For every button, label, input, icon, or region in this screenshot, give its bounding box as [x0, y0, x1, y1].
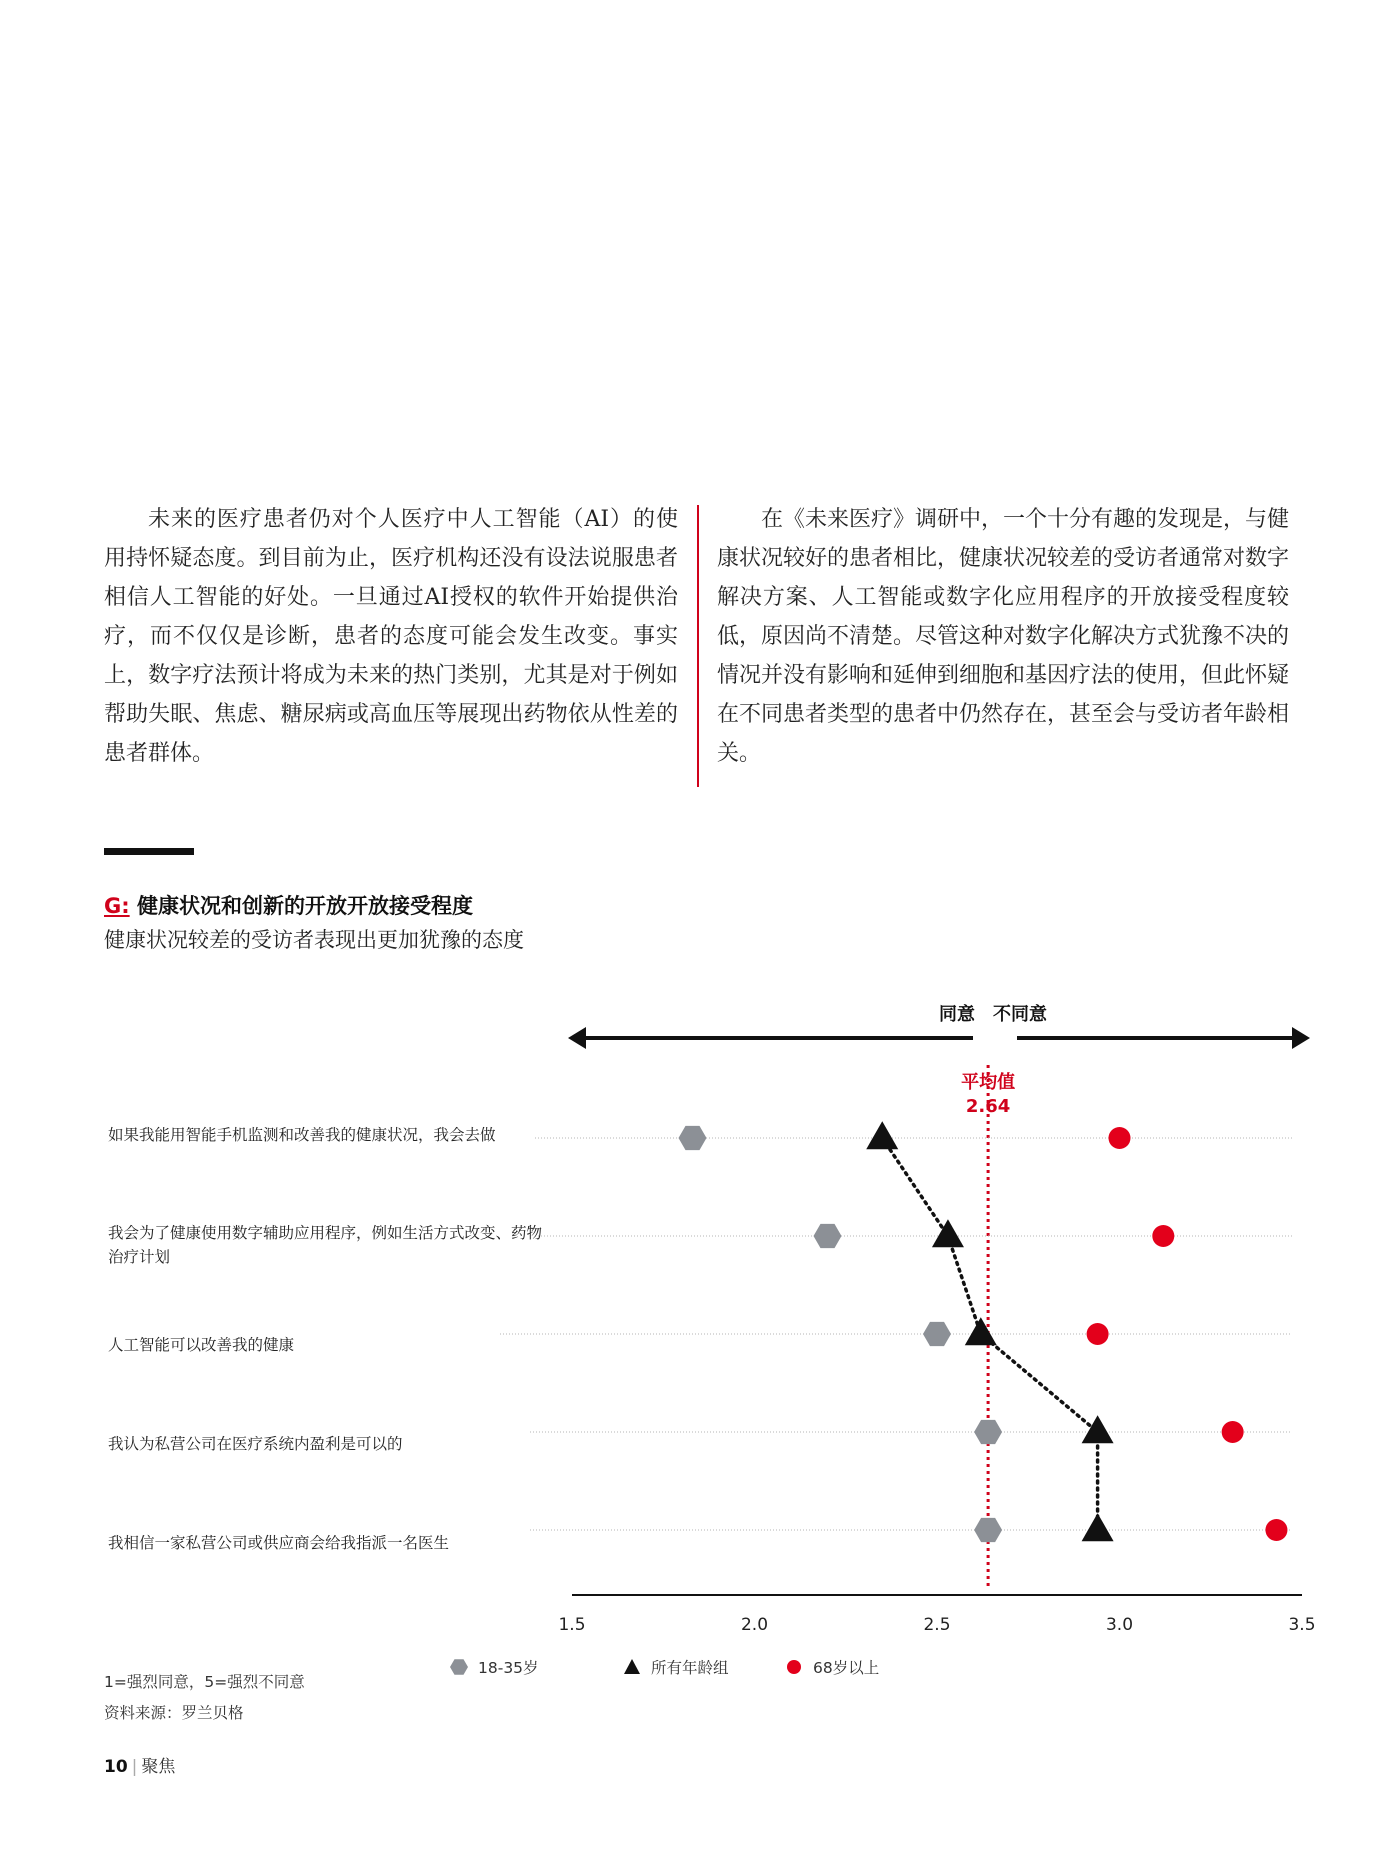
- point-18-35: [679, 1126, 707, 1150]
- point-all-ages: [866, 1121, 898, 1149]
- point-68-plus: [1109, 1127, 1131, 1149]
- article-right-column: [717, 500, 1289, 773]
- point-68-plus: [1152, 1225, 1174, 1247]
- x-tick-label: 1.5: [558, 1615, 586, 1635]
- circle-icon: [785, 1658, 803, 1676]
- row-label-2: 我会为了健康使用数字辅助应用程序，例如生活方式改变、药物治疗计划: [108, 1224, 543, 1266]
- mean-value: 2.64: [965, 1096, 1011, 1117]
- x-tick-label: 3.0: [1105, 1615, 1134, 1635]
- heading-rule: [104, 848, 194, 855]
- figure-letter: G:: [104, 894, 130, 918]
- legend-item-18-35: [450, 1656, 539, 1678]
- point-all-ages: [965, 1317, 997, 1345]
- row-label-3: 人工智能可以改善我的健康: [108, 1336, 295, 1354]
- row-label-5: 我相信一家私营公司或供应商会给我指派一名医生: [108, 1534, 450, 1552]
- article-left-column: [104, 500, 678, 773]
- point-68-plus: [1265, 1519, 1287, 1541]
- point-68-plus: [1222, 1421, 1244, 1443]
- page-footer: [104, 1752, 175, 1777]
- hexagon-icon: [450, 1658, 468, 1676]
- row-label-1: 如果我能用智能手机监测和改善我的健康状况，我会去做: [108, 1126, 496, 1144]
- all-ages-connector: [981, 1334, 1098, 1432]
- figure-title: 健康状况和创新的开放开放接受程度: [136, 894, 473, 918]
- point-all-ages: [1082, 1513, 1114, 1541]
- point-all-ages: [1082, 1415, 1114, 1443]
- point-18-35: [923, 1322, 951, 1346]
- x-tick-label: 3.5: [1288, 1615, 1316, 1635]
- point-18-35: [974, 1518, 1002, 1542]
- legend-label-68-plus: 68岁以上: [813, 1659, 880, 1677]
- arrow-right-head: [1292, 1027, 1310, 1049]
- left-paragraph: 未来的医疗患者仍对个人医疗中人工智能（AI）的使用持怀疑态度。到目前为止，医疗机构还没有设法说服患者相信人工智能的好处。一旦通过AI授权的软件开始提供治疗，而不仅仅是诊断，患者的态度可能会发生改变。事实上，数字疗法预计将成为未来的热门类别，尤其是对于例如帮助失眠、焦虑、糖尿病或高血压等展现出药物依从性差的患者群体。: [104, 507, 678, 766]
- right-paragraph: 在《未来医疗》调研中，一个十分有趣的发现是，与健康状况较好的患者相比，健康状况较差的受访者通常对数字解决方案、人工智能或数字化应用程序的开放接受程度较低，原因尚不清楚。尽管这种对数字化解决方式犹豫不决的情况并没有影响和延伸到细胞和基因疗法的使用，但此怀疑在不同患者类型的患者中仍然存在，甚至会与受访者年龄相关。: [717, 507, 1290, 766]
- footer-separator: |: [131, 1757, 138, 1777]
- chart-title: [104, 890, 473, 920]
- chart-subtitle: 健康状况较差的受访者表现出更加犹豫的态度: [104, 928, 524, 952]
- legend-item-all-ages: [623, 1656, 729, 1678]
- arrow-left-head: [568, 1027, 586, 1049]
- direction-agree-label: 同意: [939, 1004, 975, 1025]
- source-note: 资料来源：罗兰贝格: [104, 1704, 244, 1722]
- row-label-4: 我认为私营公司在医疗系统内盈利是可以的: [108, 1435, 403, 1453]
- x-tick-label: 2.0: [740, 1615, 769, 1635]
- scale-note: 1=强烈同意，5=强烈不同意: [104, 1673, 305, 1691]
- all-ages-connector: [882, 1138, 948, 1236]
- column-divider: [697, 505, 699, 787]
- legend-label-all-ages: 所有年龄组: [651, 1659, 729, 1677]
- footer-section: 聚焦: [141, 1757, 176, 1777]
- legend-label-18-35: 18-35岁: [478, 1659, 539, 1677]
- point-all-ages: [932, 1219, 964, 1247]
- mean-label: 平均值: [961, 1072, 1016, 1093]
- page-number: 10: [104, 1757, 128, 1777]
- agree-disagree-arrow: [568, 1003, 1310, 1049]
- direction-disagree-label: 不同意: [993, 1004, 1047, 1025]
- point-68-plus: [1087, 1323, 1109, 1345]
- all-ages-connector: [948, 1236, 981, 1334]
- point-18-35: [974, 1420, 1002, 1444]
- point-18-35: [814, 1224, 842, 1248]
- x-tick-label: 2.5: [923, 1615, 951, 1635]
- legend-item-68-plus: [785, 1656, 879, 1678]
- triangle-icon: [623, 1658, 641, 1676]
